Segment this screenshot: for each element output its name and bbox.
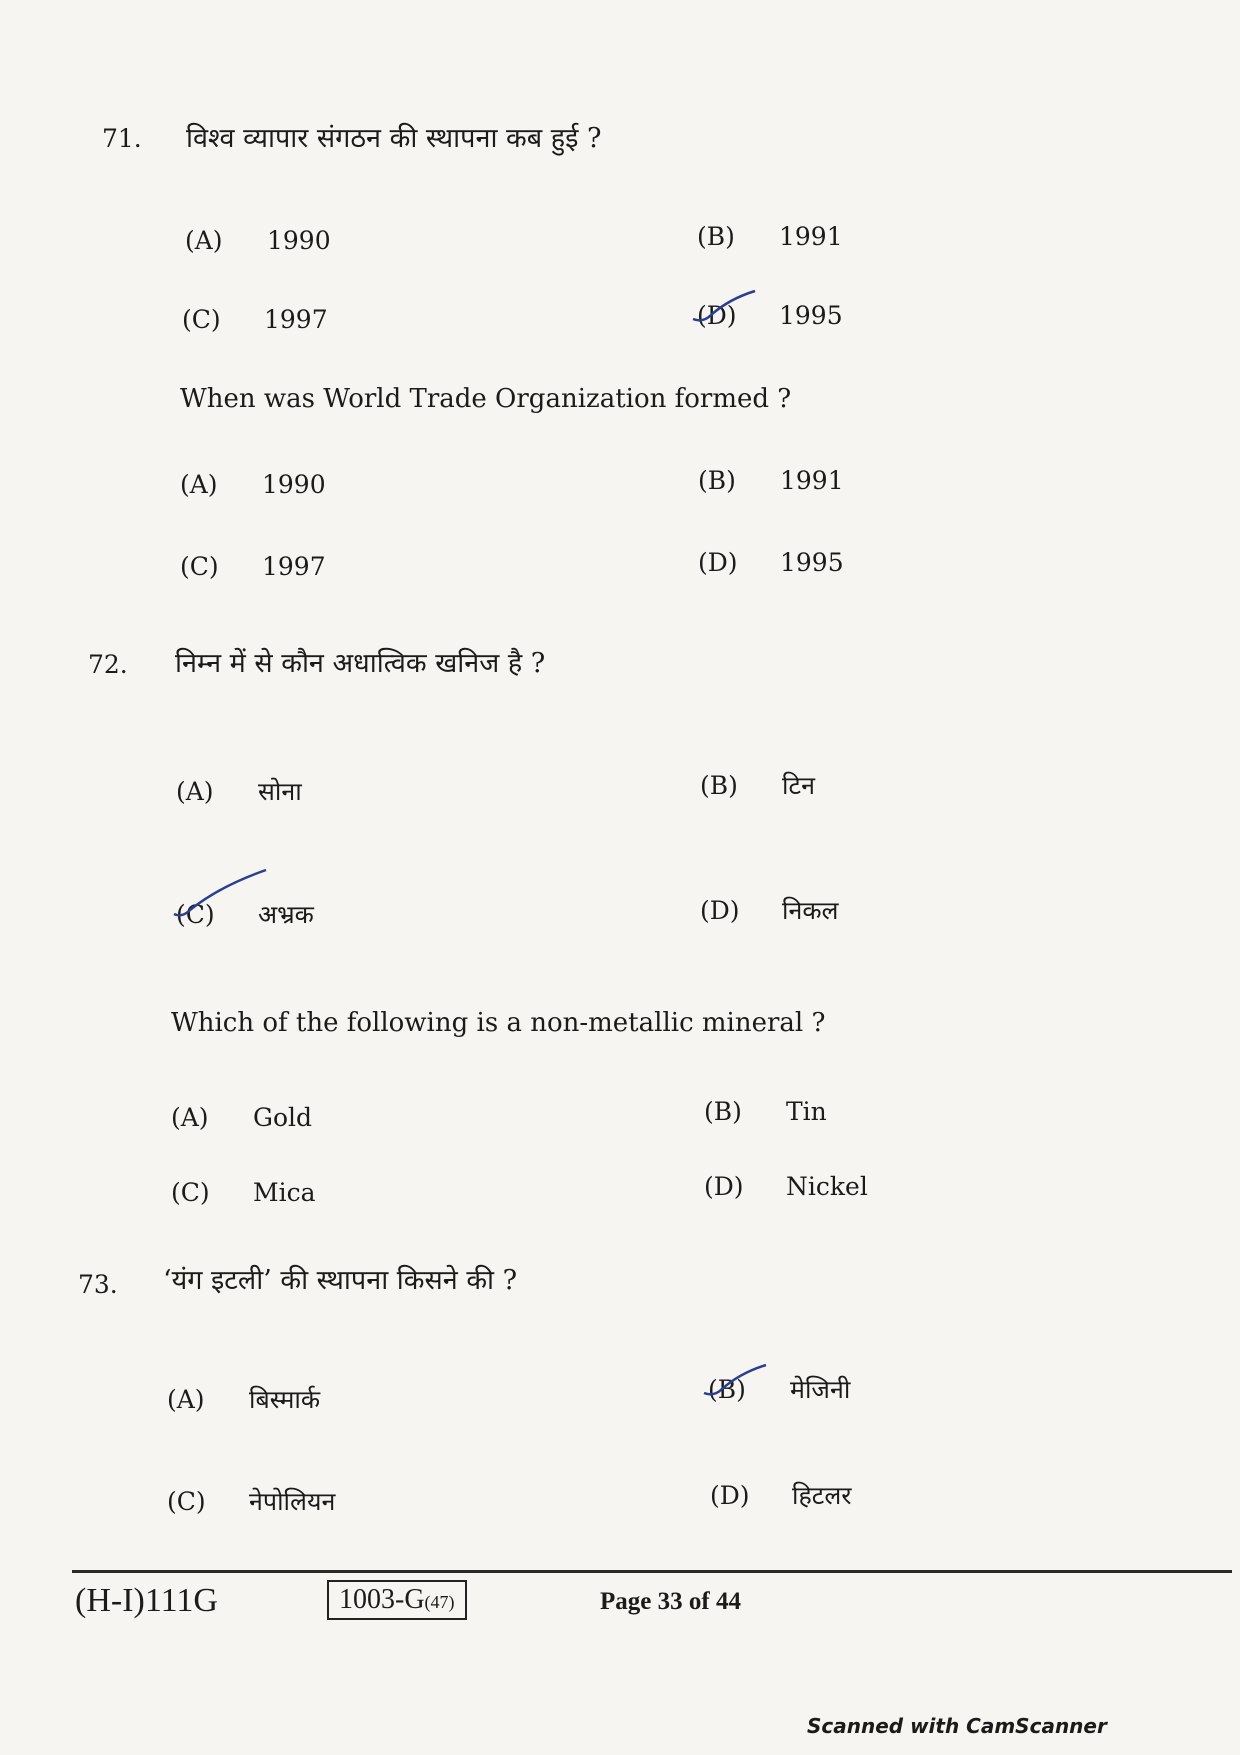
paper-code: (H-I)111G [75,1582,218,1619]
option-c: (C) अभ्रक [176,897,314,931]
option-a: (A) Gold [171,1103,313,1132]
option-c: (C) Mica [171,1178,316,1207]
option-b: (B) 1991 [697,222,843,251]
tick-mark-icon [689,289,759,329]
tick-mark-icon [700,1363,770,1403]
option-b: (B) टिन [700,771,815,800]
option-c: (C) 1997 [182,305,328,334]
question-text-hindi: निम्न में से कौन अधात्विक खनिज है ? [175,648,546,679]
option-d: (D) 1995 [698,548,844,577]
question-text-hindi: ‘यंग इटली’ की स्थापना किसने की ? [163,1265,518,1296]
option-c: (C) 1997 [180,552,326,581]
scanner-watermark: Scanned with CamScanner [807,1714,1107,1738]
option-a: (A) 1990 [185,226,331,255]
question-number: 71. [102,124,142,153]
option-d: (D) Nickel [704,1172,868,1201]
footer-divider [72,1570,1232,1573]
tick-mark-icon [170,866,270,926]
option-b: (B) 1991 [698,466,844,495]
option-c: (C) नेपोलियन [167,1487,336,1516]
question-text-hindi: विश्व व्यापार संगठन की स्थापना कब हुई ? [186,123,602,154]
page-number: Page 33 of 44 [600,1588,741,1615]
option-d: (D) 1995 [697,301,843,330]
question-text-english: Which of the following is a non-metallic mineral ? [171,1008,826,1038]
option-a: (A) 1990 [180,470,326,499]
option-b: (B) Tin [704,1097,827,1126]
option-d: (D) हिटलर [710,1481,852,1510]
question-text-english: When was World Trade Organization formed ? [180,384,792,414]
question-number: 73. [78,1270,118,1299]
question-number: 72. [88,650,128,679]
option-b: (B) मेजिनी [708,1372,850,1406]
booklet-code-box: 1003-G(47) [327,1580,467,1620]
option-a: (A) बिस्मार्क [167,1385,321,1414]
option-d: (D) निकल [700,896,839,925]
option-a: (A) सोना [176,777,302,806]
